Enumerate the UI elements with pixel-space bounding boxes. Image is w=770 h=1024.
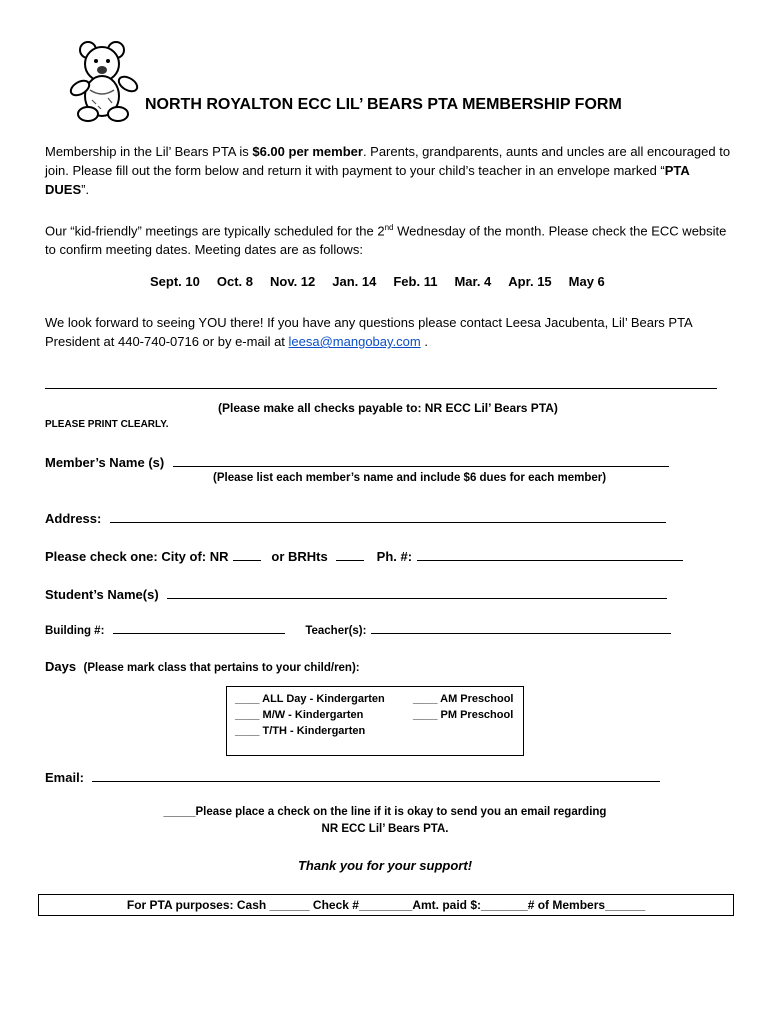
teacher-field[interactable] bbox=[371, 621, 671, 634]
students-name-row bbox=[45, 586, 667, 604]
membership-price: $6.00 per member bbox=[252, 144, 363, 159]
address-row bbox=[45, 510, 666, 528]
building-label: Building #: bbox=[45, 625, 105, 637]
students-name-field[interactable] bbox=[167, 586, 667, 599]
class-option-pm-preschool[interactable]: ____ PM Preschool bbox=[413, 709, 514, 721]
class-option-mw-k[interactable]: ____ M/W - Kindergarten bbox=[235, 709, 364, 721]
class-options-box bbox=[226, 686, 524, 756]
members-name-row bbox=[45, 454, 669, 472]
class-option-all-day-k[interactable]: ____ ALL Day - Kindergarten bbox=[235, 693, 385, 705]
members-name-note: (Please list each member’s name and include $6 dues for each member) bbox=[213, 472, 607, 484]
students-name-label: Student’s Name(s) bbox=[45, 587, 159, 602]
phone-field[interactable] bbox=[417, 548, 683, 561]
building-field[interactable] bbox=[113, 621, 285, 634]
days-label: Days bbox=[45, 659, 77, 674]
city-brhts-label: or BRHts bbox=[271, 549, 328, 564]
teacher-label: Teacher(s): bbox=[305, 625, 367, 637]
email-consent-line-2: NR ECC Lil’ Bears PTA. bbox=[321, 823, 449, 835]
building-teacher-row bbox=[45, 621, 671, 639]
form-title: NORTH ROYALTON ECC LIL’ BEARS PTA MEMBERSHIP FORM bbox=[145, 96, 622, 113]
meeting-date: Nov. 12 bbox=[269, 274, 316, 289]
meeting-date: Mar. 4 bbox=[454, 274, 492, 289]
intro-paragraph: Membership in the Lil’ Bears PTA is $6.00 per member. Parents, grandparents, aunts and uncles are all encouraged to join. Please fill out the form below and return it with payment to your child’s teacher in an envelope marked “PTA DUES”. bbox=[45, 144, 731, 197]
phone-label: Ph. #: bbox=[376, 549, 413, 564]
thank-you-note: Thank you for your support! bbox=[297, 858, 473, 873]
meeting-date: Jan. 14 bbox=[332, 274, 377, 289]
address-field[interactable] bbox=[110, 510, 666, 523]
members-name-label: Member’s Name (s) bbox=[45, 455, 165, 470]
class-option-am-preschool[interactable]: ____ AM Preschool bbox=[413, 693, 514, 705]
days-note: (Please mark class that pertains to your child/ren): bbox=[83, 662, 360, 674]
pta-purposes-box: For PTA purposes: Cash ______ Check #________Amt. paid $:_______# of Members______ bbox=[38, 894, 734, 916]
contact-email-link[interactable]: leesa@mangobay.com bbox=[288, 334, 421, 349]
city-check-row bbox=[45, 548, 683, 566]
meetings-paragraph: Our “kid-friendly” meetings are typically scheduled for the 2nd Wednesday of the month. Please check the ECC website to confirm meeting dates. Meeting dates are as follows: bbox=[45, 223, 727, 258]
class-option-tth-k[interactable]: ____ T/TH - Kindergarten bbox=[235, 725, 366, 737]
email-row bbox=[45, 769, 660, 787]
city-brhts-field[interactable] bbox=[336, 548, 364, 561]
city-nr-field[interactable] bbox=[233, 548, 261, 561]
meeting-date: Sept. 10 bbox=[150, 274, 200, 289]
teddy-bear-icon bbox=[68, 40, 140, 122]
email-consent-line[interactable]: _____Please place a check on the line if it is okay to send you an email regarding bbox=[163, 806, 607, 818]
address-label: Address: bbox=[45, 511, 102, 526]
members-name-field[interactable] bbox=[173, 454, 669, 467]
contact-paragraph: We look forward to seeing YOU there! If you have any questions please contact Leesa Jacubenta, Lil’ Bears PTA President at 440-740-0716 or by e-mail at leesa@mangobay.com . bbox=[45, 315, 693, 349]
meeting-date: Oct. 8 bbox=[216, 274, 253, 289]
email-field[interactable] bbox=[92, 769, 660, 782]
meeting-dates bbox=[150, 274, 622, 289]
divider bbox=[45, 388, 717, 390]
email-label: Email: bbox=[45, 770, 85, 785]
city-nr-label: Please check one: City of: NR bbox=[45, 549, 229, 564]
print-clearly-note: PLEASE PRINT CLEARLY. bbox=[45, 419, 169, 430]
meeting-date: Apr. 15 bbox=[508, 274, 552, 289]
meeting-date: May 6 bbox=[568, 274, 605, 289]
meeting-date: Feb. 11 bbox=[393, 274, 438, 289]
checks-payable-note: (Please make all checks payable to: NR ECC Lil’ Bears PTA) bbox=[218, 401, 558, 415]
days-row bbox=[45, 658, 360, 676]
